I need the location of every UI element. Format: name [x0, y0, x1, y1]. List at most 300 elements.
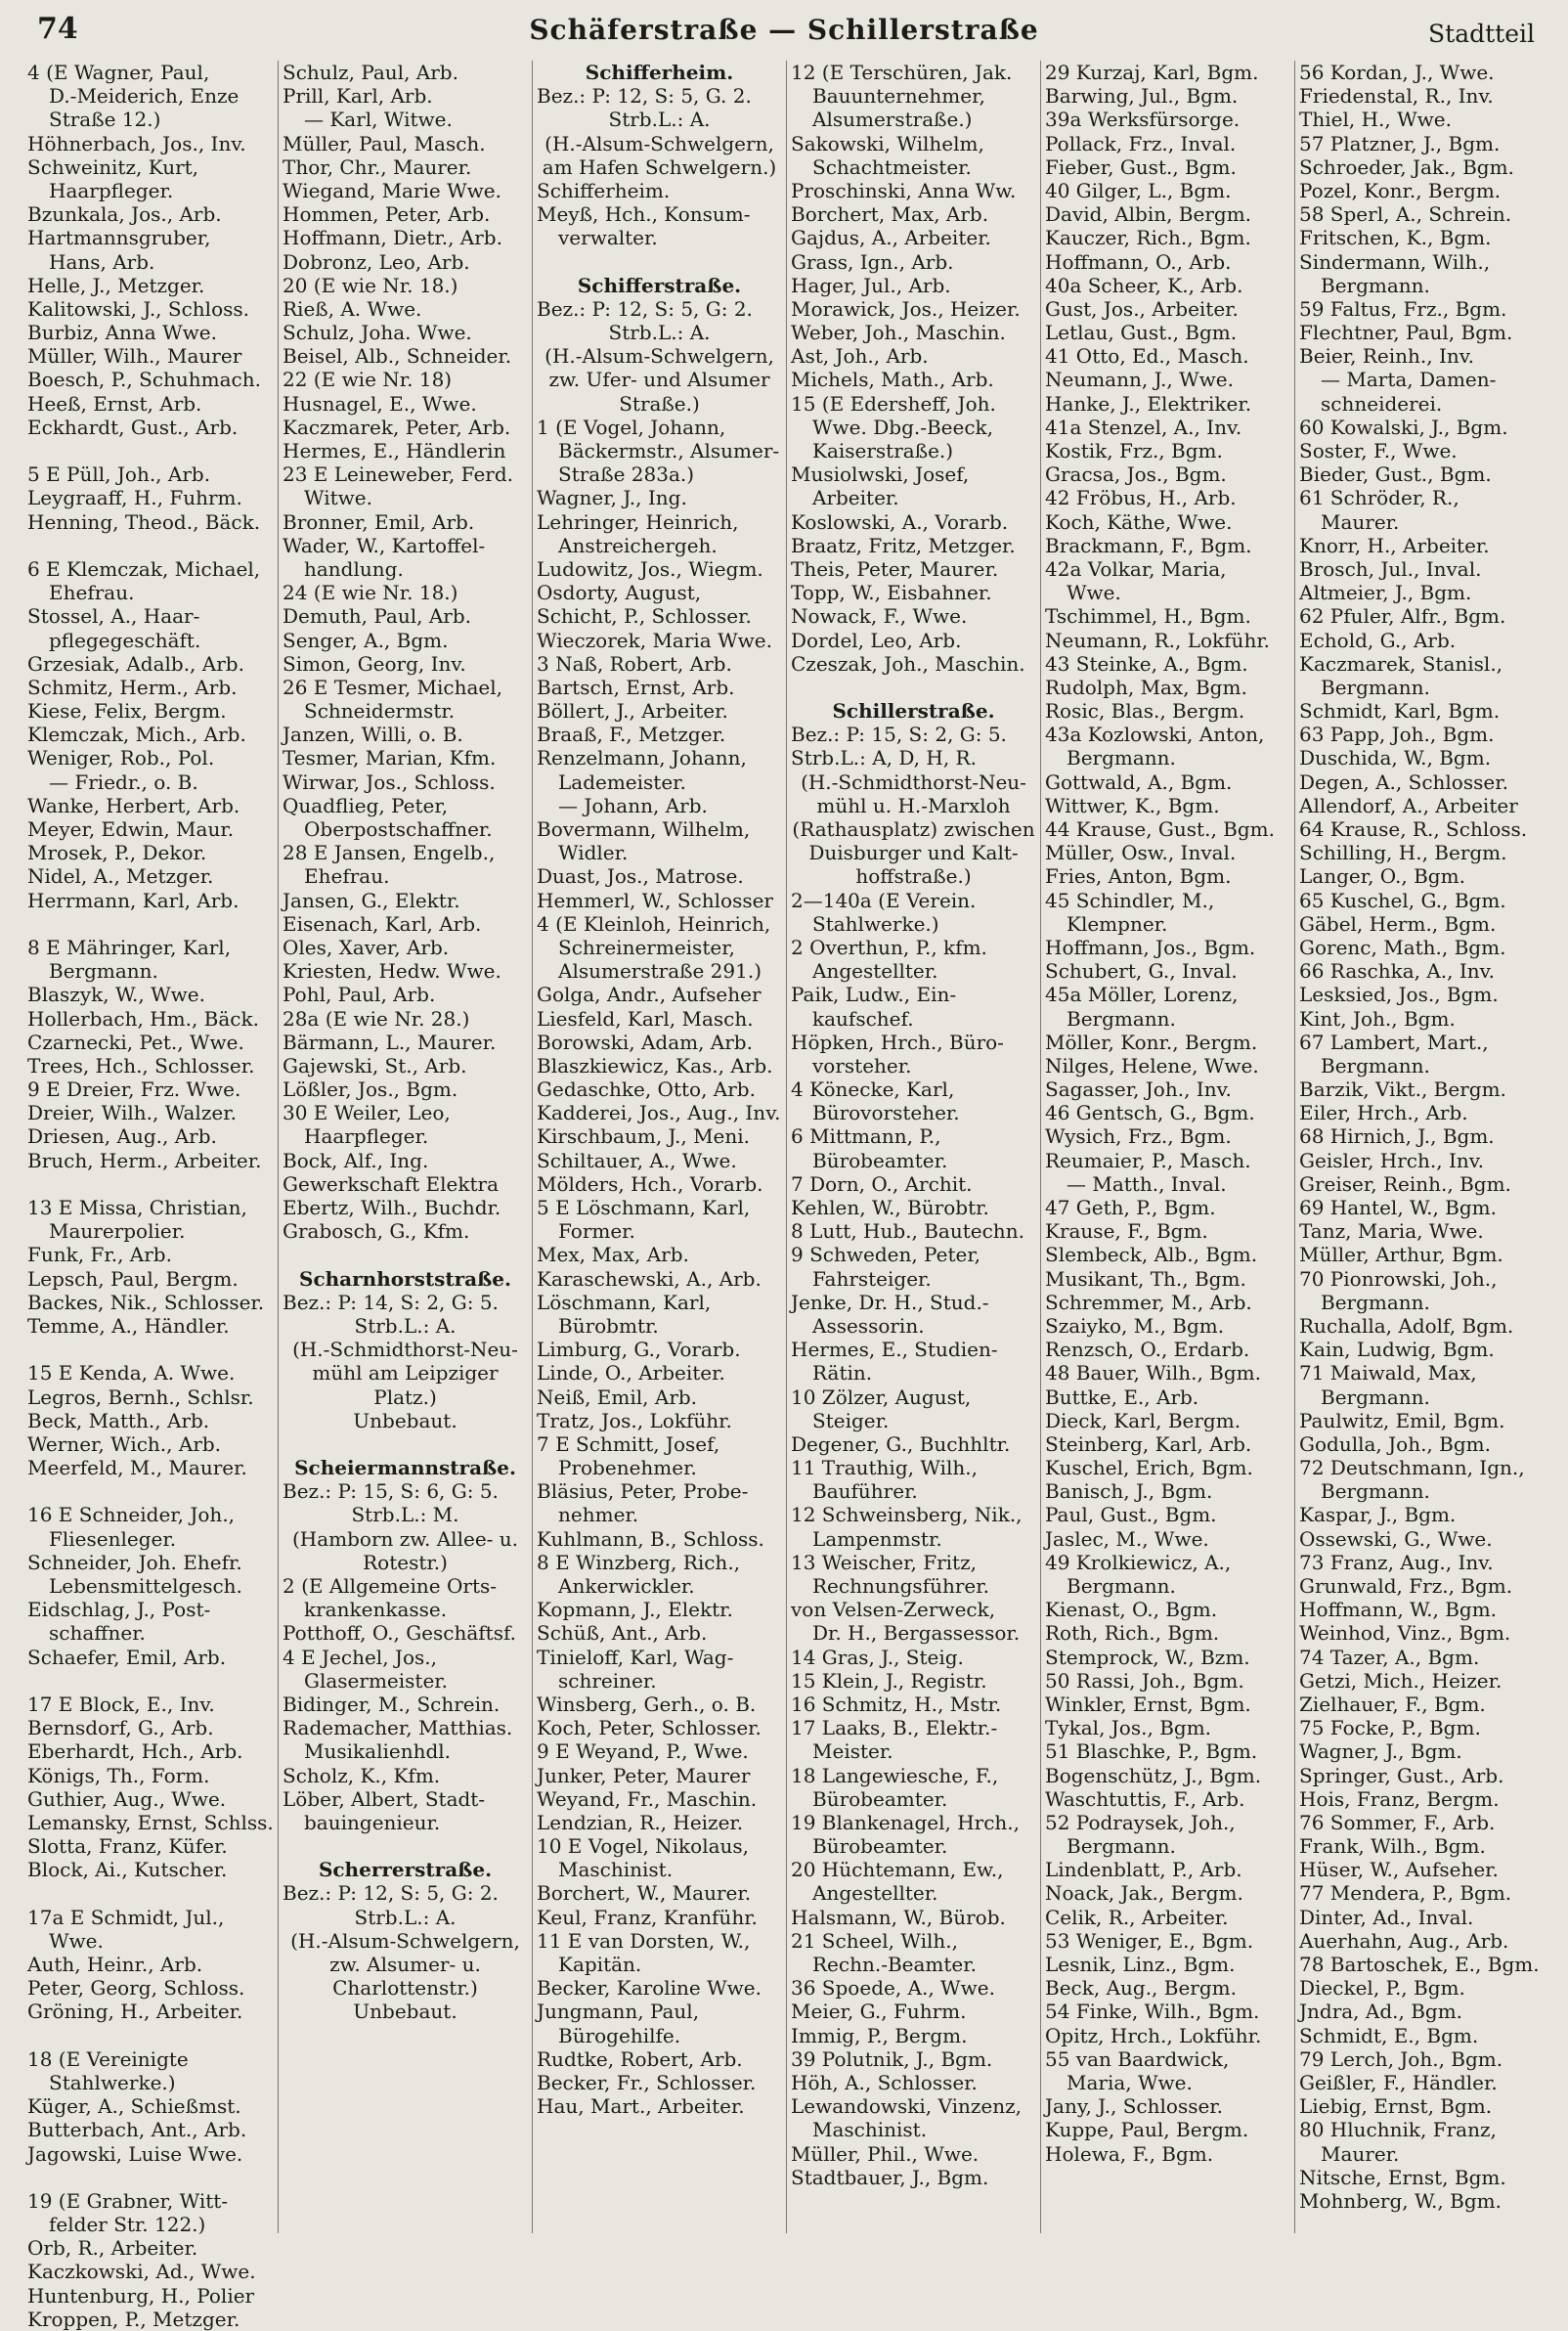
directory-entry: Kopmann, J., Elektr. — [537, 1598, 733, 1622]
blank-line — [27, 1172, 274, 1196]
blank-line — [27, 1338, 274, 1361]
directory-entry: Bartsch, Ernst, Arb. — [537, 675, 735, 699]
directory-entry: Eberhardt, Hch., Arb. — [27, 1739, 243, 1764]
directory-entry: 23 E Leineweber, Ferd. — [283, 462, 514, 487]
directory-entry: Klemczak, Mich., Arb. — [27, 723, 246, 747]
directory-entry: Ruchalla, Adolf, Bgm. — [1299, 1313, 1514, 1338]
directory-entry: Straße 12.) — [49, 108, 161, 132]
directory-entry: 10 Zölzer, August, — [791, 1385, 972, 1409]
directory-entry: Glasermeister. — [304, 1668, 449, 1693]
directory-entry: Wader, W., Kartoffel- — [283, 533, 486, 557]
directory-entry: Schifferheim. — [537, 178, 671, 202]
directory-entry: Slotta, Franz, Küfer. — [27, 1834, 228, 1859]
directory-entry: Brosch, Jul., Inval. — [1299, 556, 1482, 581]
directory-entry: Steiger. — [812, 1408, 890, 1432]
directory-entry: Ludowitz, Jos., Wiegm. — [537, 556, 763, 581]
directory-entry: Schaefer, Emil, Arb. — [27, 1645, 227, 1669]
directory-entry: Beier, Reinh., Inv. — [1299, 344, 1475, 369]
directory-entry: Strb.L.: A. — [354, 1313, 457, 1338]
directory-entry: Bez.: P: 15, S: 6, G: 5. — [283, 1479, 499, 1504]
directory-entry: Unbebaut. — [353, 2000, 457, 2024]
directory-entry: Bergmann. — [1067, 1834, 1176, 1859]
directory-entry: Lemansky, Ernst, Schlss. — [27, 1810, 274, 1834]
directory-entry: Höpken, Hrch., Büro- — [791, 1030, 1004, 1054]
directory-entry: 28 E Jansen, Engelb., — [283, 841, 496, 865]
directory-entry: 77 Mendera, P., Bgm. — [1299, 1881, 1512, 1906]
directory-entry: Schulz, Paul, Arb. — [283, 61, 458, 84]
directory-entry: 9 Schweden, Peter, — [791, 1243, 981, 1267]
directory-entry: 15 E Kenda, A. Wwe. — [27, 1361, 236, 1385]
directory-entry: Hermes, E., Händlerin — [283, 439, 506, 462]
directory-entry: Mex, Max, Arb. — [537, 1243, 689, 1267]
district-label: Stadtteil — [1428, 20, 1535, 48]
directory-entry: Gedaschke, Otto, Arb. — [537, 1078, 756, 1102]
directory-entry: 24 (E wie Nr. 18.) — [283, 581, 458, 605]
directory-entry: 14 Gras, J., Steig. — [791, 1645, 964, 1669]
directory-entry: Schilling, H., Bergm. — [1299, 841, 1507, 865]
directory-entry: Gajdus, A., Arbeiter. — [791, 226, 991, 250]
directory-entry: Hommen, Peter, Arb. — [283, 202, 491, 227]
directory-entry: 19 (E Grabner, Witt- — [27, 2188, 229, 2213]
directory-entry: 18 (E Vereinigte — [27, 2046, 189, 2071]
directory-entry: Frank, Wilh., Bgm. — [1299, 1834, 1486, 1859]
directory-entry: Ehefrau. — [49, 581, 135, 605]
directory-entry: von Velsen-Zerweck, — [791, 1598, 996, 1622]
directory-entry: Pohl, Paul, Arb. — [283, 983, 436, 1007]
directory-entry: Dr. H., Bergassessor. — [812, 1621, 1021, 1646]
directory-entry: Gust, Jos., Arbeiter. — [1045, 296, 1239, 321]
directory-entry: Paul, Gust., Bgm. — [1045, 1503, 1217, 1527]
directory-entry: Hüser, W., Aufseher. — [1299, 1858, 1499, 1882]
directory-entry: Holewa, F., Bgm. — [1045, 2141, 1214, 2166]
directory-entry: Lendzian, R., Heizer. — [537, 1810, 744, 1834]
directory-entry: Liebig, Ernst, Bgm. — [1299, 2094, 1493, 2119]
directory-entry: Meyß, Hch., Konsum- — [537, 202, 751, 227]
directory-entry: Assessorin. — [812, 1313, 925, 1338]
directory-entry: 2 (E Allgemeine Orts- — [283, 1574, 498, 1598]
directory-entry: 13 E Missa, Christian, — [27, 1196, 247, 1219]
directory-entry: Mohnberg, W., Bgm. — [1299, 2188, 1502, 2213]
directory-entry: 69 Hantel, W., Bgm. — [1299, 1196, 1497, 1219]
directory-entry: Wiegand, Marie Wwe. — [283, 178, 501, 202]
directory-entry: Neumann, J., Wwe. — [1045, 368, 1234, 392]
directory-entry: Stahlwerke.) — [49, 2070, 176, 2094]
directory-entry: Schiltauer, A., Wwe. — [537, 1148, 737, 1172]
directory-entry: Bidinger, M., Schrein. — [283, 1692, 501, 1716]
directory-entry: Angestellter. — [812, 1881, 938, 1906]
directory-entry: Blaszkiewicz, Kas., Arb. — [537, 1053, 773, 1078]
directory-entry: Maschinist. — [558, 1858, 674, 1882]
directory-entry: 46 Gentsch, G., Bgm. — [1045, 1101, 1255, 1125]
street-heading: Scharnhorststraße. — [299, 1266, 511, 1291]
blank-line — [27, 912, 274, 936]
directory-entry: Langer, O., Bgm. — [1299, 864, 1465, 889]
directory-entry: 40a Scheer, K., Arb. — [1045, 273, 1243, 297]
directory-entry: 9 E Weyand, P., Wwe. — [537, 1739, 749, 1764]
directory-entry: Osdorty, August, — [537, 581, 702, 605]
directory-entry: schneiderei. — [1321, 391, 1443, 416]
directory-entry: Klempner. — [1067, 911, 1168, 936]
directory-entry: — Johann, Arb. — [558, 793, 708, 817]
directory-entry: 11 Trauthig, Wilh., — [791, 1456, 978, 1480]
street-heading: Schillerstraße. — [832, 699, 995, 724]
directory-entry: Pollack, Frz., Inval. — [1045, 131, 1237, 155]
directory-entry: Schmitz, Herm., Arb. — [27, 675, 238, 699]
directory-entry: Bergmann. — [1067, 746, 1176, 770]
directory-entry: Lademeister. — [558, 770, 686, 794]
directory-entry: 18 Langewiesche, F., — [791, 1763, 999, 1787]
directory-entry: Dieckel, P., Bgm. — [1299, 1976, 1465, 2001]
directory-entry: Liesfeld, Karl, Masch. — [537, 1006, 754, 1031]
directory-entry: Maschinist. — [812, 2118, 928, 2142]
blank-line — [27, 534, 274, 557]
directory-entry: Jungmann, Paul, — [537, 2000, 700, 2024]
directory-entry: Anstreichergeh. — [558, 533, 718, 557]
directory-entry: Altmeier, J., Bgm. — [1299, 581, 1472, 605]
directory-entry: Dinter, Ad., Inval. — [1299, 1905, 1474, 1929]
directory-entry: Fritschen, K., Bgm. — [1299, 226, 1492, 250]
directory-entry: 15 (E Edersheff, Joh. — [791, 391, 996, 416]
directory-entry: Straße 283a.) — [558, 462, 695, 487]
directory-entry: 39 Polutnik, J., Bgm. — [791, 2046, 993, 2071]
directory-entry: Lindenblatt, P., Arb. — [1045, 1858, 1242, 1882]
directory-entry: Simon, Georg, Inv. — [283, 651, 466, 676]
directory-entry: Janzen, Willi, o. B. — [283, 723, 463, 747]
directory-entry: Buttke, E., Arb. — [1045, 1385, 1199, 1409]
directory-entry: 15 Klein, J., Registr. — [791, 1668, 987, 1693]
directory-entry: Barzik, Vikt., Bergm. — [1299, 1078, 1506, 1102]
directory-entry: Beck, Matth., Arb. — [27, 1408, 210, 1432]
street-heading: Schifferstraße. — [577, 273, 742, 297]
directory-entry: Neiß, Emil, Arb. — [537, 1385, 698, 1409]
page-header — [0, 0, 1568, 59]
directory-entry: 8 Lutt, Hub., Bautechn. — [791, 1219, 1024, 1244]
directory-entry: 74 Tazer, A., Bgm. — [1299, 1645, 1480, 1669]
directory-entry: 28a (E wie Nr. 28.) — [283, 1006, 470, 1031]
directory-entry: 4 (E Wagner, Paul, — [27, 61, 210, 84]
directory-entry: Jaslec, M., Wwe. — [1045, 1526, 1209, 1551]
directory-entry: Hoffmann, Dietr., Arb. — [283, 226, 502, 250]
directory-entry: Ebertz, Wilh., Buchdr. — [283, 1196, 501, 1219]
directory-entry: Tykal, Jos., Bgm. — [1045, 1716, 1212, 1740]
directory-entry: Waschtuttis, F., Arb. — [1045, 1786, 1245, 1811]
directory-entry: Wysich, Frz., Bgm. — [1045, 1124, 1232, 1149]
column-5 — [1040, 61, 1294, 2233]
directory-entry: 13 Weischer, Fritz, — [791, 1550, 977, 1574]
directory-entry: Hoffmann, O., Arb. — [1045, 249, 1232, 274]
directory-entry: Sindermann, Wilh., — [1299, 249, 1491, 274]
directory-entry: Lesnik, Linz., Bgm. — [1045, 1953, 1236, 1976]
directory-entry: Szaiyko, M., Bgm. — [1045, 1313, 1225, 1338]
directory-entry: 43 Steinke, A., Bgm. — [1045, 651, 1248, 676]
directory-entry: Koch, Peter, Schlosser. — [537, 1716, 762, 1740]
directory-entry: Letlau, Gust., Bgm. — [1045, 321, 1238, 345]
directory-entry: Friedenstal, R., Inv. — [1299, 84, 1494, 109]
directory-entry: Banisch, J., Bgm. — [1045, 1479, 1213, 1504]
directory-entry: Haarpfleger. — [304, 1124, 429, 1149]
directory-entry: Sakowski, Wilhelm, — [791, 131, 984, 155]
directory-entry: Rudtke, Robert, Arb. — [537, 2046, 743, 2071]
blank-line — [283, 1243, 528, 1266]
directory-entry: Bäckermstr., Alsumer- — [558, 439, 780, 462]
directory-entry: David, Albin, Bergm. — [1045, 202, 1252, 227]
directory-entry: (H.-Alsum-Schwelgern, — [290, 1928, 520, 1953]
directory-entry: Küger, A., Schießmst. — [27, 2094, 241, 2119]
directory-entry: Brackmann, F., Bgm. — [1045, 533, 1252, 557]
directory-entry: 26 E Tesmer, Michael, — [283, 675, 502, 699]
directory-entry: 16 Schmitz, H., Mstr. — [791, 1692, 1002, 1716]
directory-entry: Tratz, Jos., Lokführ. — [537, 1408, 732, 1432]
directory-entry: Schweinitz, Kurt, — [27, 154, 199, 179]
directory-entry: Wwe. — [49, 1928, 104, 1953]
directory-entry: Arbeiter. — [812, 486, 899, 510]
directory-entry: Springer, Gust., Arb. — [1299, 1763, 1504, 1787]
directory-entry: Temme, A., Händler. — [27, 1313, 230, 1338]
directory-entry: Bock, Alf., Ing. — [283, 1148, 429, 1172]
directory-entry: Fries, Anton, Bgm. — [1045, 864, 1232, 889]
directory-entry: Legros, Bernh., Schlsr. — [27, 1385, 254, 1409]
directory-entry: Schachtmeister. — [812, 154, 972, 179]
directory-entry: 1 (E Vogel, Johann, — [537, 415, 726, 439]
directory-entry: 30 E Weiler, Leo, — [283, 1101, 451, 1125]
directory-entry: 4 (E Kleinloh, Heinrich, — [537, 911, 771, 936]
directory-entry: Former. — [558, 1219, 635, 1244]
directory-entry: Ast, Joh., Arb. — [791, 344, 929, 369]
directory-entry: Gajewski, St., Arb. — [283, 1053, 467, 1078]
directory-entry: (Rathausplatz) zwischen — [792, 817, 1035, 841]
directory-entry: Beisel, Alb., Schneider. — [283, 344, 512, 369]
directory-entry: Auth, Heinr., Arb. — [27, 1953, 203, 1976]
directory-entry: Butterbach, Ant., Arb. — [27, 2118, 247, 2142]
directory-entry: Winkler, Ernst, Bgm. — [1045, 1692, 1251, 1716]
directory-entry: Bez.: P: 12, S: 5, G: 2. — [283, 1881, 499, 1906]
directory-entry: Bürogehilfe. — [558, 2023, 681, 2047]
directory-entry: Kaczmarek, Stanisl., — [1299, 651, 1503, 676]
directory-entry: hoffstraße.) — [855, 864, 972, 889]
directory-entry: Schmidt, Karl, Bgm. — [1299, 699, 1501, 724]
directory-entry: Leygraaff, H., Fuhrm. — [27, 486, 242, 510]
directory-entry: 45a Möller, Lorenz, — [1045, 983, 1239, 1007]
directory-entry: 50 Rassi, Joh., Bgm. — [1045, 1668, 1244, 1693]
directory-entry: Lesksied, Jos., Bgm. — [1299, 983, 1499, 1007]
directory-entry: (H.-Schmidthorst-Neu- — [292, 1338, 518, 1362]
directory-entry: Wwe. Dbg.-Beeck, — [812, 415, 994, 439]
directory-entry: 56 Kordan, J., Wwe. — [1299, 61, 1495, 84]
directory-entry: 2—140a (E Verein. — [791, 888, 977, 912]
directory-entry: 80 Hluchnik, Franz, — [1299, 2118, 1497, 2142]
directory-entry: Steinberg, Karl, Arb. — [1045, 1431, 1252, 1456]
directory-entry: Bernsdorf, G., Arb. — [27, 1716, 214, 1740]
street-heading: Scherrerstraße. — [318, 1858, 493, 1882]
directory-entry: Bez.: P: 15, S: 2, G: 5. — [791, 723, 1007, 747]
directory-entry: Wagner, J., Bgm. — [1299, 1739, 1462, 1764]
directory-entry: 16 E Schneider, Joh., — [27, 1503, 236, 1527]
directory-entry: Rosic, Blas., Bergm. — [1045, 699, 1245, 724]
directory-entry: 21 Scheel, Wilh., — [791, 1928, 958, 1953]
directory-entry: Rätin. — [812, 1361, 873, 1385]
directory-entry: Koch, Käthe, Wwe. — [1045, 509, 1233, 534]
directory-entry: Greiser, Reinh., Bgm. — [1299, 1171, 1511, 1196]
directory-entry: Oles, Xaver, Arb. — [283, 935, 450, 959]
column-3 — [532, 61, 786, 2233]
directory-entry: Funk, Fr., Arb. — [27, 1243, 172, 1267]
directory-entry: 62 Pfuler, Alfr., Bgm. — [1299, 604, 1506, 629]
directory-entry: Fieber, Gust., Bgm. — [1045, 154, 1237, 179]
directory-entry: 29 Kurzaj, Karl, Bgm. — [1045, 61, 1259, 84]
street-heading: Scheiermannstraße. — [294, 1456, 516, 1480]
directory-entry: 44 Krause, Gust., Bgm. — [1045, 817, 1275, 841]
directory-entry: 61 Schröder, R., — [1299, 486, 1459, 510]
directory-entry: Müller, Paul, Masch. — [283, 131, 486, 155]
directory-entry: Gewerkschaft Elektra — [283, 1171, 499, 1196]
directory-entry: 5 E Püll, Joh., Arb. — [27, 462, 211, 487]
directory-entry: Gröning, H., Arbeiter. — [27, 2000, 243, 2024]
directory-entry: Halsmann, W., Bürob. — [791, 1905, 1006, 1929]
directory-entry: Lebensmittelgesch. — [49, 1574, 242, 1598]
directory-entry: Barwing, Jul., Bgm. — [1045, 84, 1239, 109]
directory-entry: Hemmerl, W., Schlosser — [537, 888, 773, 912]
directory-entry: Prill, Karl, Arb. — [283, 84, 433, 109]
directory-entry: 52 Podraysek, Joh., — [1045, 1810, 1236, 1834]
directory-entry: Duast, Jos., Matrose. — [537, 864, 744, 889]
directory-entry: 58 Sperl, A., Schrein. — [1299, 202, 1512, 227]
directory-entry: Strb.L.: A. — [608, 108, 711, 132]
directory-entry: Witwe. — [304, 486, 372, 510]
directory-entry: Eckhardt, Gust., Arb. — [27, 415, 239, 439]
directory-entry: Eiler, Hrch., Arb. — [1299, 1101, 1468, 1125]
directory-entry: Kuppe, Paul, Bergm. — [1045, 2118, 1249, 2142]
directory-entry: Auerhahn, Aug., Arb. — [1299, 1928, 1509, 1953]
directory-entry: (H.-Alsum-Schwelgern, — [544, 344, 774, 369]
directory-columns — [23, 61, 1548, 2331]
directory-entry: Nitsche, Ernst, Bgm. — [1299, 2165, 1506, 2189]
directory-entry: Kirschbaum, J., Meni. — [537, 1124, 751, 1149]
directory-entry: 64 Krause, R., Schloss. — [1299, 817, 1528, 841]
directory-entry: Meister. — [812, 1739, 893, 1764]
directory-entry: Bergmann. — [49, 959, 158, 984]
directory-entry: Kaczmarek, Peter, Arb. — [283, 415, 511, 439]
directory-entry: Burbiz, Anna Wwe. — [27, 321, 217, 345]
directory-entry: Potthoff, O., Geschäftsf. — [283, 1621, 517, 1646]
blank-line — [27, 1479, 274, 1503]
directory-entry: Strb.L.: A, D, H, R. — [791, 746, 977, 770]
directory-entry: Mrosek, P., Dekor. — [27, 841, 207, 865]
directory-entry: Charlottenstr.) — [332, 1976, 478, 2001]
directory-entry: 4 E Jechel, Jos., — [283, 1645, 437, 1669]
directory-entry: Schicht, P., Schlosser. — [537, 604, 752, 629]
directory-entry: Nidel, A., Metzger. — [27, 864, 214, 889]
directory-entry: Müller, Arthur, Bgm. — [1299, 1243, 1503, 1267]
directory-entry: Bergmann. — [1067, 1574, 1176, 1598]
directory-entry: Bovermann, Wilhelm, — [537, 817, 751, 841]
directory-entry: Kauczer, Rich., Bgm. — [1045, 226, 1251, 250]
directory-entry: Rieß, A. Wwe. — [283, 296, 422, 321]
directory-entry: 11 E van Dorsten, W., — [537, 1928, 751, 1953]
directory-entry: Gracsa, Jos., Bgm. — [1045, 462, 1227, 487]
directory-entry: Jansen, G., Elektr. — [283, 888, 460, 912]
directory-entry: Lößler, Jos., Bgm. — [283, 1078, 458, 1102]
directory-entry: Duisburger und Kalt- — [808, 841, 1019, 865]
directory-entry: D.-Meiderich, Enze — [49, 84, 240, 109]
directory-entry: Strb.L.: A. — [608, 321, 711, 345]
directory-entry: Platz.) — [373, 1385, 437, 1409]
directory-entry: Lehringer, Heinrich, — [537, 509, 739, 534]
directory-entry: Weniger, Rob., Pol. — [27, 746, 215, 770]
directory-entry: Meyer, Edwin, Maur. — [27, 817, 235, 841]
directory-entry: Müller, Phil., Wwe. — [791, 2141, 980, 2166]
directory-entry: Probenehmer. — [558, 1456, 697, 1480]
directory-entry: Musikalienhdl. — [304, 1739, 452, 1764]
directory-entry: Grzesiak, Adalb., Arb. — [27, 651, 244, 676]
directory-entry: 55 van Baardwick, — [1045, 2046, 1230, 2071]
directory-entry: Schreinermeister, — [558, 935, 735, 959]
directory-entry: Werner, Wich., Arb. — [27, 1431, 222, 1456]
directory-entry: Maurer. — [1321, 509, 1400, 534]
directory-entry: Stahlwerke.) — [812, 911, 939, 936]
directory-entry: Nowack, F., Wwe. — [791, 604, 968, 629]
directory-entry: Stossel, A., Haar- — [27, 604, 200, 629]
directory-entry: 12 Schweinsberg, Nik., — [791, 1503, 1023, 1527]
directory-entry: Grass, Ign., Arb. — [791, 249, 954, 274]
directory-entry: — Karl, Witwe. — [304, 108, 453, 132]
directory-entry: Pozel, Konr., Bergm. — [1299, 178, 1502, 202]
directory-entry: handlung. — [304, 556, 404, 581]
directory-entry: 59 Faltus, Frz., Bgm. — [1299, 296, 1507, 321]
directory-entry: 7 Dorn, O., Archit. — [791, 1171, 973, 1196]
directory-entry: Block, Ai., Kutscher. — [27, 1858, 228, 1882]
directory-entry: Grunwald, Frz., Bgm. — [1299, 1574, 1513, 1598]
directory-entry: Maurerpolier. — [49, 1219, 186, 1244]
directory-entry: Krause, F., Bgm. — [1045, 1219, 1208, 1244]
directory-entry: Herrmann, Karl, Arb. — [27, 888, 240, 912]
directory-entry: Dieck, Karl, Bergm. — [1045, 1408, 1241, 1432]
directory-entry: Hanke, J., Elektriker. — [1045, 391, 1252, 416]
directory-entry: Kehlen, W., Bürobtr. — [791, 1196, 989, 1219]
directory-entry: Strb.L.: A. — [354, 1905, 457, 1929]
street-heading: Schifferheim. — [585, 61, 734, 84]
directory-entry: Getzi, Mich., Heizer. — [1299, 1668, 1503, 1693]
directory-entry: Ossewski, G., Wwe. — [1299, 1526, 1493, 1551]
directory-entry: Zielhauer, F., Bgm. — [1299, 1692, 1486, 1716]
directory-entry: Hau, Mart., Arbeiter. — [537, 2094, 745, 2119]
directory-entry: Böllert, J., Arbeiter. — [537, 699, 728, 724]
directory-entry: Driesen, Aug., Arb. — [27, 1124, 217, 1149]
directory-entry: 17a E Schmidt, Jul., — [27, 1905, 225, 1929]
directory-entry: Lepsch, Paul, Bergm. — [27, 1266, 239, 1291]
directory-entry: krankenkasse. — [304, 1598, 448, 1622]
directory-entry: Bürovorsteher. — [812, 1101, 960, 1125]
directory-entry: Theis, Peter, Maurer. — [791, 556, 999, 581]
directory-entry: Hoffmann, W., Bgm. — [1299, 1598, 1498, 1622]
directory-entry: Weber, Joh., Maschin. — [791, 321, 1006, 345]
directory-entry: 45 Schindler, M., — [1045, 888, 1215, 912]
directory-entry: Hermes, E., Studien- — [791, 1338, 998, 1362]
directory-entry: Helle, J., Metzger. — [27, 273, 205, 297]
directory-entry: Bzunkala, Jos., Arb. — [27, 202, 222, 227]
directory-entry: 17 Laaks, B., Elektr.- — [791, 1716, 998, 1740]
directory-entry: Kienast, O., Bgm. — [1045, 1598, 1218, 1622]
directory-entry: Immig, P., Bergm. — [791, 2023, 968, 2047]
blank-line — [27, 2166, 274, 2189]
directory-entry: Bürobeamter. — [812, 1786, 948, 1811]
directory-entry: 2 Overthun, P., kfm. — [791, 935, 987, 959]
directory-entry: Bauunternehmer, — [812, 84, 985, 109]
directory-entry: 41a Stenzel, A., Inv. — [1045, 415, 1242, 439]
directory-entry: — Marta, Damen- — [1321, 368, 1497, 392]
directory-entry: pflegegeschäft. — [49, 628, 201, 652]
directory-entry: Kaczkowski, Ad., Wwe. — [27, 2260, 256, 2284]
directory-entry: 51 Blaschke, P., Bgm. — [1045, 1739, 1258, 1764]
